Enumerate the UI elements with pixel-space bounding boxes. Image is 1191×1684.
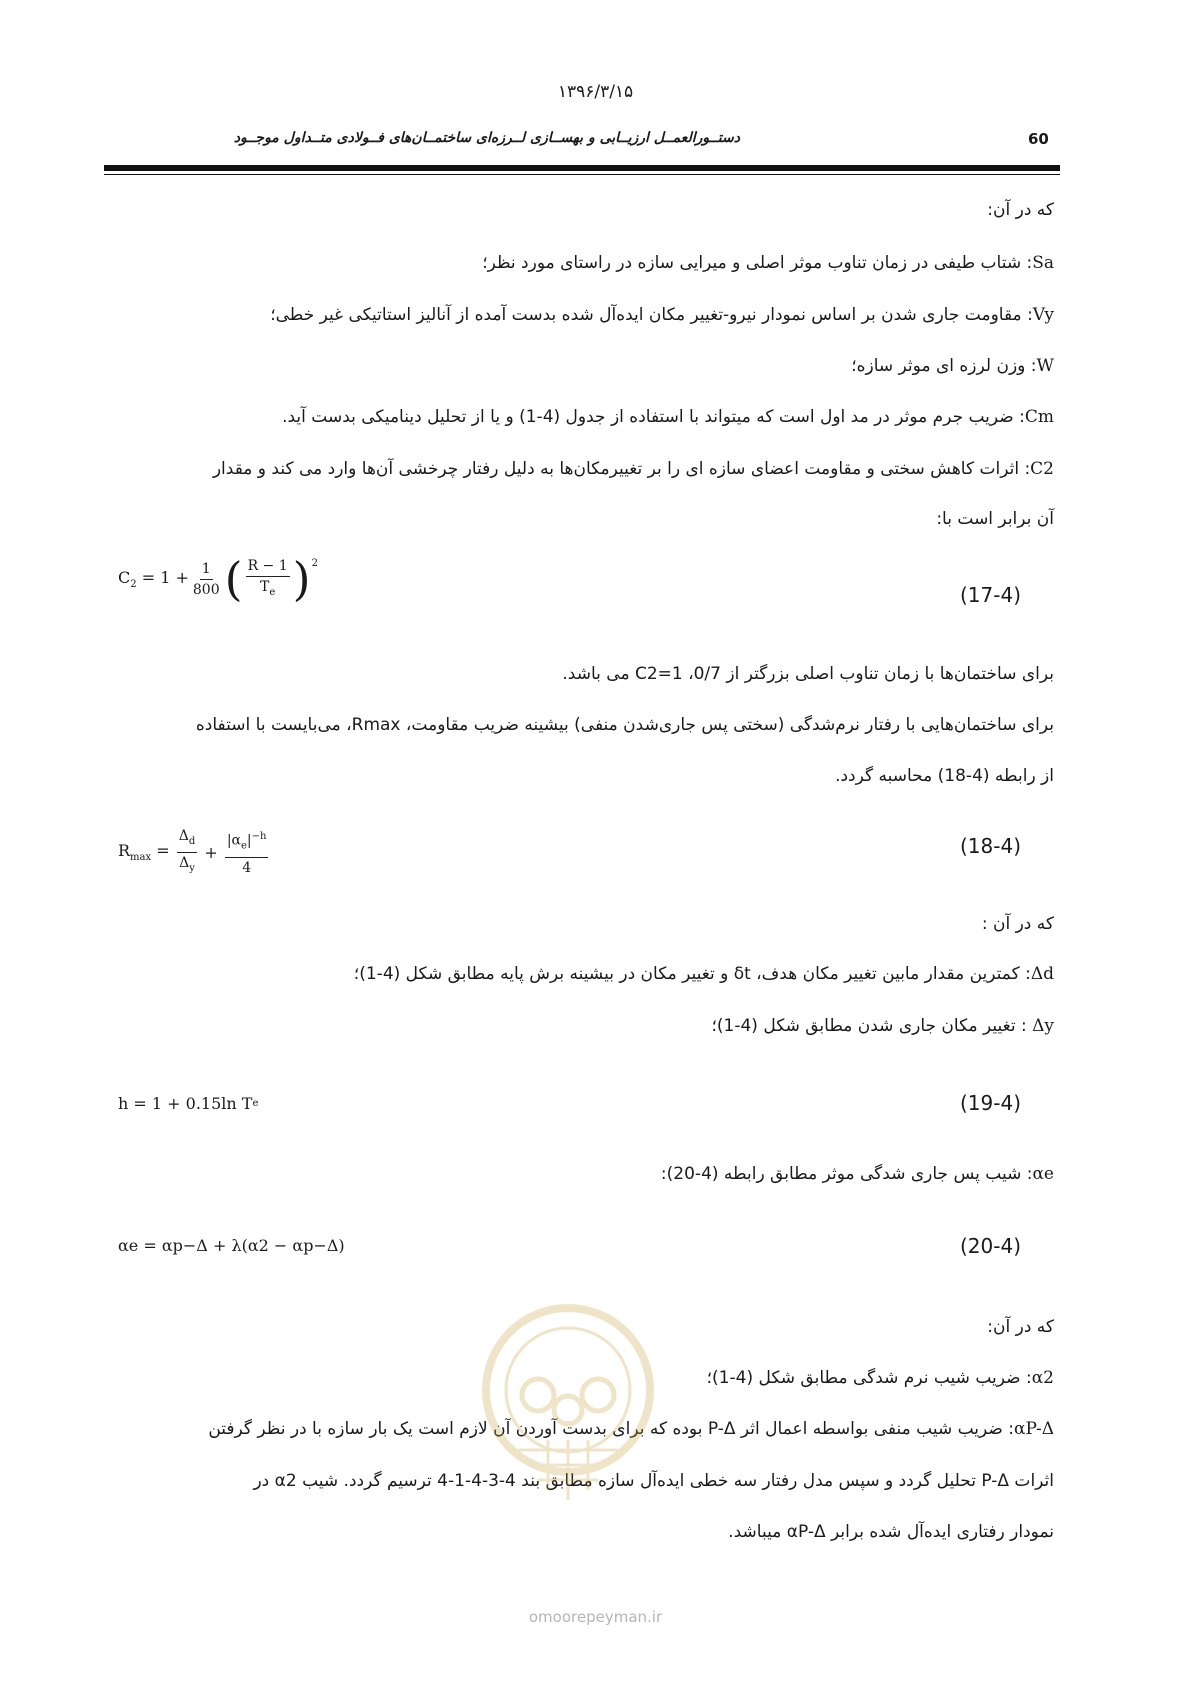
eq17-fraction-1-800: $\frac{1}{800}$ — [192, 560, 220, 598]
delta-d-definition: : کمترین مقدار مابین تغییر مکان هدف، δt و تغییر مکان در بیشینه برش پایه مطابق شکل (4-1)؛ — [353, 964, 1031, 984]
delta-y-definition: : تغییر مکان جاری شدن مطابق شکل (4-1)؛ — [711, 1016, 1033, 1036]
w-symbol: W — [1036, 356, 1054, 376]
equation-18-4: $R_{max}$ = $\frac{\Delta_d}{\Delta_y}$ + $\frac{|\alpha_e|^{-h}}{4}$ — [118, 826, 270, 879]
rmax-intro-line2: از رابطه (4-18) محاسبه گردد. — [835, 766, 1054, 786]
equation-20-4 — [118, 1236, 345, 1255]
def-sa — [124, 249, 1054, 277]
equation-number-18-4: (18-4) — [960, 834, 1021, 858]
def-vy — [124, 301, 1054, 329]
def-delta-d — [124, 960, 1054, 988]
eq17-fraction-r-te: $\frac{R - 1}{T_e}$ — [247, 558, 288, 598]
vy-definition: : مقاومت جاری شدن بر اساس نمودار نیرو-تغییر مکان ایده‌آل شده بدست آمده از آنالیز استاتیکی غیر خطی؛ — [270, 305, 1033, 325]
sa-symbol: Sa — [1032, 253, 1054, 273]
where-intro-2: که در آن : — [981, 914, 1054, 934]
def-cm — [124, 403, 1054, 431]
page-number: 60 — [1028, 130, 1049, 148]
alpha-p-delta-symbol: αP-Δ — [1013, 1419, 1054, 1439]
equation-number-20-4: (20-4) — [960, 1234, 1021, 1258]
c2-condition-line: برای ساختمان‌ها با زمان تناوب اصلی بزرگتر از 0/7، C2=1 می باشد. — [562, 664, 1054, 684]
alpha-2-definition: : ضریب شیب نرم شدگی مطابق شکل (4-1)؛ — [706, 1368, 1032, 1388]
alpha-e-definition: : شیب پس جاری شدگی موثر مطابق رابطه (4-20): — [660, 1164, 1033, 1184]
alpha-p-delta-definition-line2: اثرات P-Δ تحلیل گردد و سپس مدل رفتار سه خطی ایده‌آل سازه مطابق بند 4-3-4-1-4 ترسیم گردد. شیب α2 در — [253, 1471, 1054, 1491]
where-intro-1: که در آن: — [987, 200, 1054, 220]
c2-symbol: C2 — [1030, 459, 1054, 479]
alpha-p-delta-definition-line1: : ضریب شیب منفی بواسطه اعمال اثر P-Δ بوده که برای بدست آوردن آن لازم است یک بار سازه با در نظر گرفتن — [208, 1419, 1014, 1439]
header-date: ۱۳۹۶/۳/۱۵ — [557, 82, 634, 102]
eq20-expression: αe = αp−Δ + λ(α2 − αp−Δ) — [118, 1236, 345, 1255]
delta-d-symbol: Δd — [1030, 964, 1054, 984]
alpha-p-delta-definition-line3: نمودار رفتاری ایده‌آل شده برابر αP-Δ میباشد. — [728, 1522, 1054, 1542]
header-rule-thin — [104, 174, 1060, 175]
vy-symbol: Vy — [1032, 305, 1054, 325]
sa-definition: : شتاب طیفی در زمان تناوب موثر اصلی و میرایی سازه در راستای مورد نظر؛ — [482, 253, 1033, 273]
c2-definition-line1: : اثرات کاهش سختی و مقاومت اعضای سازه ای را بر تغییرمکان‌ها به دلیل رفتار چرخشی آن‌ها وارد می کند و مقدار — [212, 459, 1031, 479]
eq18-fraction-delta: $\frac{\Delta_d}{\Delta_y}$ — [178, 828, 196, 874]
rmax-intro-line1: برای ساختمان‌هایی با رفتار نرم‌شدگی (سختی پس جاری‌شدن منفی) بیشینه ضریب مقاومت، Rmax، می‌بایست با استفاده — [195, 715, 1054, 735]
watermark-url: omoorepeyman.ir — [528, 1608, 663, 1626]
w-definition: : وزن لرزه ای موثر سازه؛ — [851, 356, 1037, 376]
running-header-title: دستــورالعمــل ارزیــابی و بهســازی لــرزه‌ای ساختمــان‌های فــولادی متــداول موجــود — [233, 130, 740, 146]
def-delta-y — [124, 1012, 1054, 1040]
eq18-fraction-alpha: $\frac{|\alpha_e|^{-h}}{4}$ — [225, 827, 269, 877]
def-c2 — [124, 455, 1054, 483]
equation-number-17-4: (17-4) — [960, 583, 1021, 607]
def-w — [124, 352, 1054, 380]
equation-19-4: h = 1 + 0.15ln T e — [118, 1094, 259, 1113]
c2-definition-line2: آن برابر است با: — [936, 509, 1054, 529]
cm-definition: : ضریب جرم موثر در مد اول است که میتواند با استفاده از جدول (4-1) و یا از تحلیل دینامیکی بدست آید. — [282, 407, 1025, 427]
watermark-logo-icon — [478, 1300, 658, 1510]
cm-symbol: Cm — [1024, 407, 1054, 427]
delta-y-symbol: Δy — [1032, 1016, 1054, 1036]
alpha-e-symbol: αe — [1032, 1164, 1054, 1184]
where-intro-3: که در آن: — [987, 1317, 1054, 1337]
eq19-expression: h = 1 + 0.15ln T — [118, 1094, 253, 1113]
def-alpha-e — [124, 1160, 1054, 1188]
alpha-2-symbol: α2 — [1031, 1368, 1054, 1388]
equation-number-19-4: (19-4) — [960, 1091, 1021, 1115]
equation-17-4: $C_2 = 1$ + $\frac{1}{800}$ ( $\frac{R - 1}{T_e}$ ) $^2$ — [118, 552, 318, 607]
header-rule-thick — [104, 165, 1060, 171]
